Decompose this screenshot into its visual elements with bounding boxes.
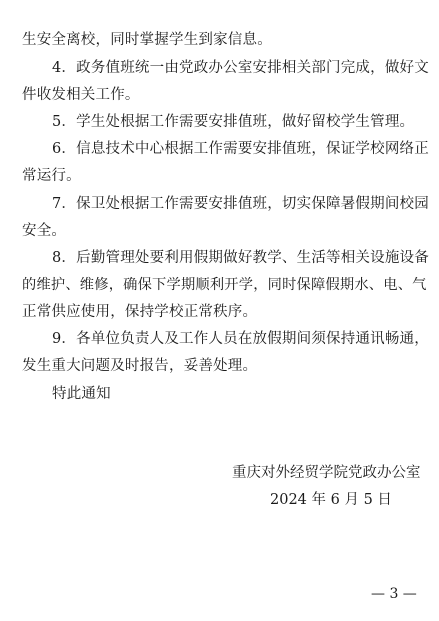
- paragraph-line: 正常供应使用，保持学校正常秩序。: [22, 304, 258, 320]
- paragraph-line: 7．保卫处根据工作需要安排值班，切实保障暑假期间校园: [52, 196, 429, 212]
- signature-org: 重庆对外经贸学院党政办公室: [232, 465, 421, 481]
- signature-date: 2024 年 6 月 5 日: [270, 492, 392, 508]
- paragraph-line: 9．各单位负责人及工作人员在放假期间须保持通讯畅通，: [52, 331, 429, 347]
- paragraph-line: 8．后勤管理处要利用假期做好教学、生活等相关设施设备: [52, 250, 429, 266]
- paragraph-line: 的维护、维修，确保下学期顺利开学，同时保障假期水、电、气: [22, 277, 427, 293]
- paragraph-line: 件收发相关工作。: [22, 87, 140, 103]
- paragraph-line: 4．政务值班统一由党政办公室安排相关部门完成，做好文: [52, 60, 429, 76]
- paragraph-line: 发生重大问题及时报告，妥善处理。: [22, 358, 258, 374]
- paragraph-line: 5．学生处根据工作需要安排值班，做好留校学生管理。: [52, 114, 415, 130]
- paragraph-line: 常运行。: [22, 168, 81, 184]
- paragraph-line: 生安全离校，同时掌握学生到家信息。: [22, 32, 272, 48]
- paragraph-line: 6．信息技术中心根据工作需要安排值班，保证学校网络正: [52, 141, 429, 157]
- closing-line: 特此通知: [52, 386, 111, 402]
- page-number: — 3 —: [371, 586, 417, 602]
- paragraph-line: 安全。: [22, 223, 67, 239]
